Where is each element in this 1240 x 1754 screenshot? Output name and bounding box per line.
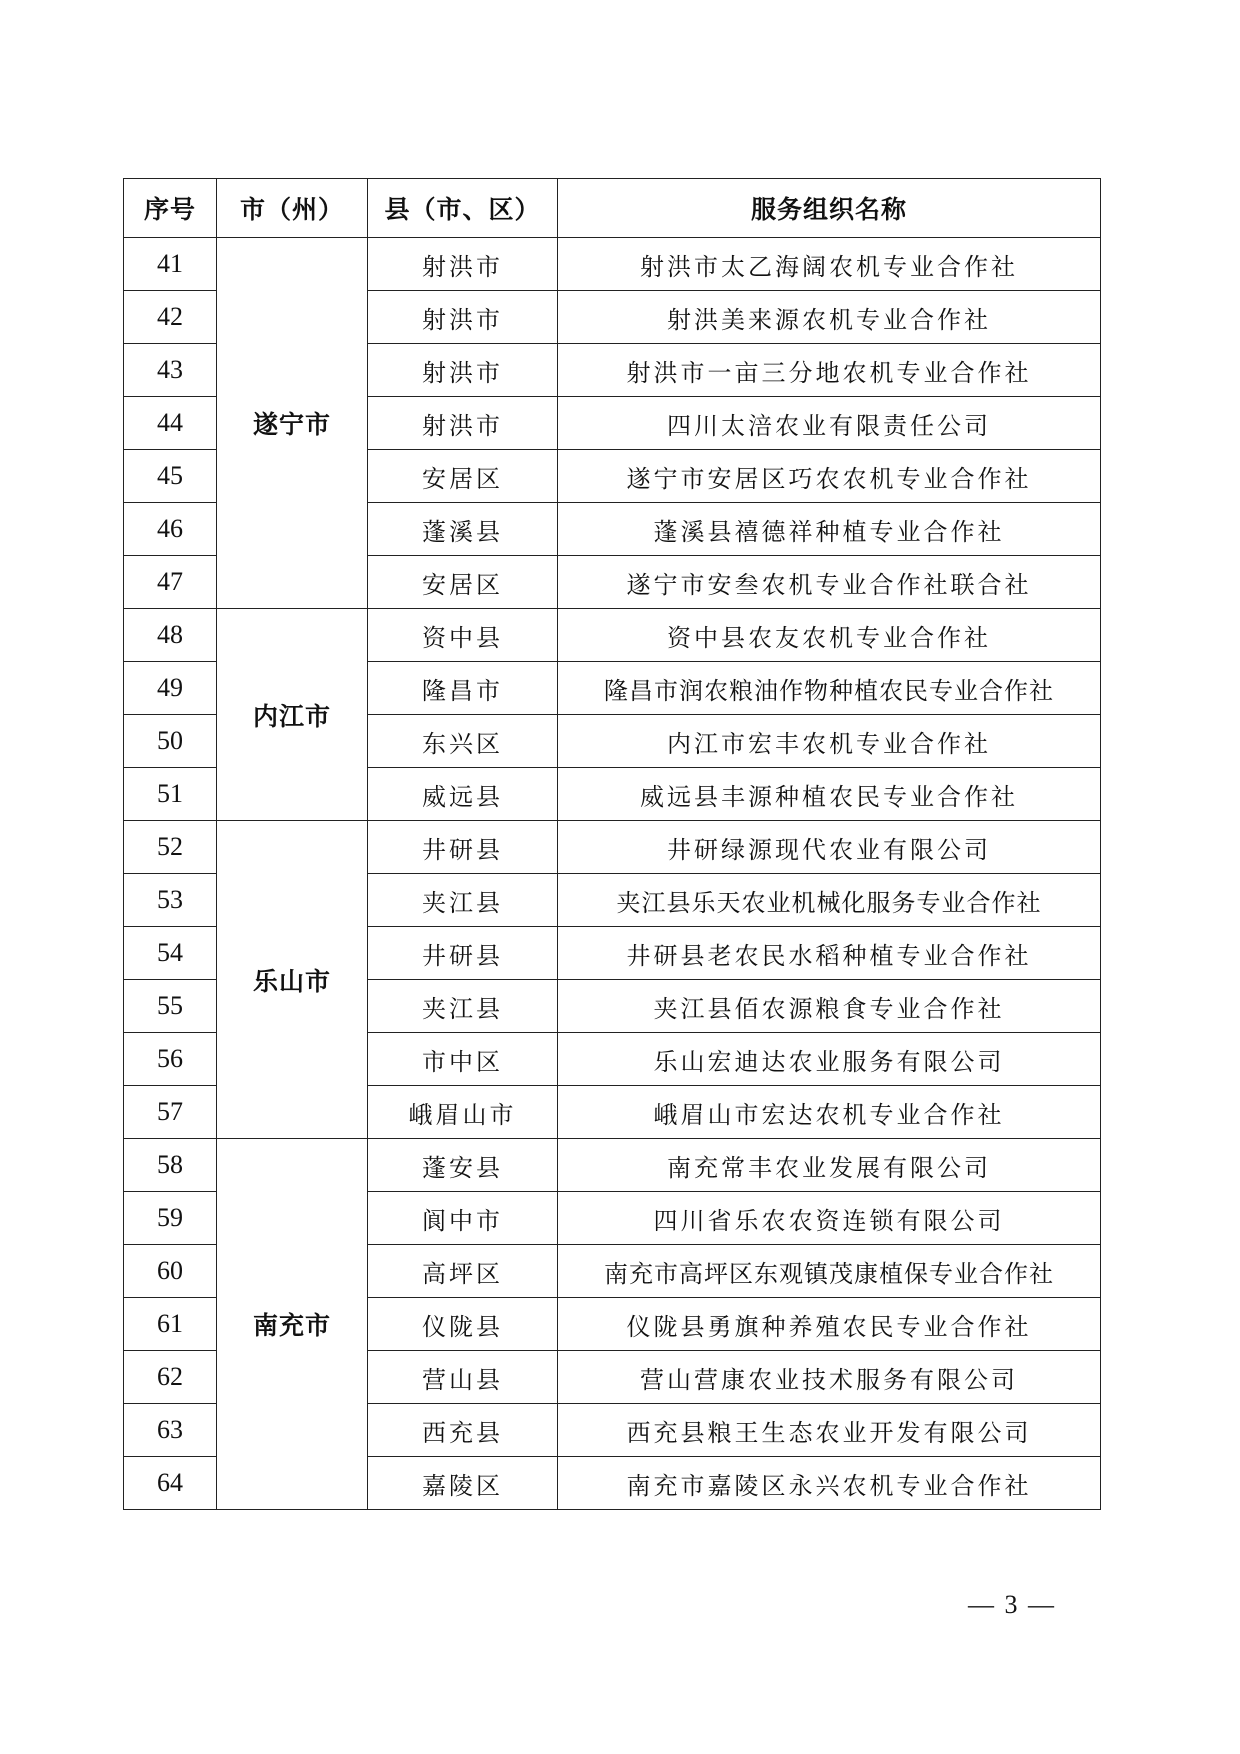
serial-number-cell: 60 (124, 1245, 217, 1298)
county-cell: 蓬安县 (368, 1139, 558, 1192)
organization-name-cell: 内江市宏丰农机专业合作社 (558, 715, 1101, 768)
city-cell: 内江市 (217, 609, 368, 821)
serial-number-cell: 43 (124, 344, 217, 397)
header-serial-number: 序号 (124, 179, 217, 238)
county-cell: 嘉陵区 (368, 1457, 558, 1510)
header-row (124, 179, 1101, 238)
county-cell: 市中区 (368, 1033, 558, 1086)
serial-number-cell: 51 (124, 768, 217, 821)
organization-name-cell: 资中县农友农机专业合作社 (558, 609, 1101, 662)
organization-name-cell: 仪陇县勇旗种养殖农民专业合作社 (558, 1298, 1101, 1351)
organization-name-cell: 乐山宏迪达农业服务有限公司 (558, 1033, 1101, 1086)
organization-name-cell: 遂宁市安叁农机专业合作社联合社 (558, 556, 1101, 609)
table-header (124, 179, 1101, 238)
county-cell: 井研县 (368, 821, 558, 874)
serial-number-cell: 55 (124, 980, 217, 1033)
city-cell: 乐山市 (217, 821, 368, 1139)
county-cell: 营山县 (368, 1351, 558, 1404)
county-cell: 安居区 (368, 556, 558, 609)
county-cell: 高坪区 (368, 1245, 558, 1298)
county-cell: 仪陇县 (368, 1298, 558, 1351)
county-cell: 射洪市 (368, 291, 558, 344)
county-cell: 夹江县 (368, 980, 558, 1033)
county-cell: 射洪市 (368, 344, 558, 397)
organization-name-cell: 射洪美来源农机专业合作社 (558, 291, 1101, 344)
county-cell: 夹江县 (368, 874, 558, 927)
county-cell: 东兴区 (368, 715, 558, 768)
county-cell: 威远县 (368, 768, 558, 821)
service-organization-table (123, 178, 1101, 1510)
city-cell: 南充市 (217, 1139, 368, 1510)
organization-name-cell: 西充县粮王生态农业开发有限公司 (558, 1404, 1101, 1457)
header-organization-name: 服务组织名称 (558, 179, 1101, 238)
serial-number-cell: 52 (124, 821, 217, 874)
organization-name-cell: 南充常丰农业发展有限公司 (558, 1139, 1101, 1192)
serial-number-cell: 44 (124, 397, 217, 450)
organization-name-cell: 射洪市一亩三分地农机专业合作社 (558, 344, 1101, 397)
organization-name-cell: 井研县老农民水稻种植专业合作社 (558, 927, 1101, 980)
organization-name-cell: 隆昌市润农粮油作物种植农民专业合作社 (558, 662, 1101, 715)
county-cell: 蓬溪县 (368, 503, 558, 556)
organization-name-cell: 井研绿源现代农业有限公司 (558, 821, 1101, 874)
table-body (124, 238, 1101, 1510)
serial-number-cell: 48 (124, 609, 217, 662)
organization-name-cell: 蓬溪县禧德祥种植专业合作社 (558, 503, 1101, 556)
organization-name-cell: 遂宁市安居区巧农农机专业合作社 (558, 450, 1101, 503)
county-cell: 峨眉山市 (368, 1086, 558, 1139)
serial-number-cell: 42 (124, 291, 217, 344)
county-cell: 射洪市 (368, 238, 558, 291)
organization-name-cell: 峨眉山市宏达农机专业合作社 (558, 1086, 1101, 1139)
header-county-city-district: 县（市、区） (368, 179, 558, 238)
serial-number-cell: 47 (124, 556, 217, 609)
serial-number-cell: 50 (124, 715, 217, 768)
serial-number-cell: 46 (124, 503, 217, 556)
county-cell: 阆中市 (368, 1192, 558, 1245)
county-cell: 井研县 (368, 927, 558, 980)
serial-number-cell: 58 (124, 1139, 217, 1192)
organization-name-cell: 营山营康农业技术服务有限公司 (558, 1351, 1101, 1404)
serial-number-cell: 62 (124, 1351, 217, 1404)
organization-name-cell: 夹江县佰农源粮食专业合作社 (558, 980, 1101, 1033)
serial-number-cell: 61 (124, 1298, 217, 1351)
table-row (124, 1139, 1101, 1192)
serial-number-cell: 64 (124, 1457, 217, 1510)
organization-name-cell: 四川省乐农农资连锁有限公司 (558, 1192, 1101, 1245)
serial-number-cell: 59 (124, 1192, 217, 1245)
county-cell: 隆昌市 (368, 662, 558, 715)
page-number: — 3 — (968, 1590, 1056, 1619)
organization-name-cell: 射洪市太乙海阔农机专业合作社 (558, 238, 1101, 291)
header-city-prefecture: 市（州） (217, 179, 368, 238)
serial-number-cell: 63 (124, 1404, 217, 1457)
serial-number-cell: 49 (124, 662, 217, 715)
county-cell: 射洪市 (368, 397, 558, 450)
organization-name-cell: 四川太涪农业有限责任公司 (558, 397, 1101, 450)
table-row (124, 238, 1101, 291)
table-row (124, 609, 1101, 662)
organization-name-cell: 南充市高坪区东观镇茂康植保专业合作社 (558, 1245, 1101, 1298)
organization-name-cell: 威远县丰源种植农民专业合作社 (558, 768, 1101, 821)
serial-number-cell: 54 (124, 927, 217, 980)
serial-number-cell: 53 (124, 874, 217, 927)
county-cell: 安居区 (368, 450, 558, 503)
serial-number-cell: 41 (124, 238, 217, 291)
organization-name-cell: 南充市嘉陵区永兴农机专业合作社 (558, 1457, 1101, 1510)
table-row (124, 821, 1101, 874)
serial-number-cell: 56 (124, 1033, 217, 1086)
county-cell: 资中县 (368, 609, 558, 662)
city-cell: 遂宁市 (217, 238, 368, 609)
serial-number-cell: 57 (124, 1086, 217, 1139)
organization-name-cell: 夹江县乐天农业机械化服务专业合作社 (558, 874, 1101, 927)
serial-number-cell: 45 (124, 450, 217, 503)
county-cell: 西充县 (368, 1404, 558, 1457)
